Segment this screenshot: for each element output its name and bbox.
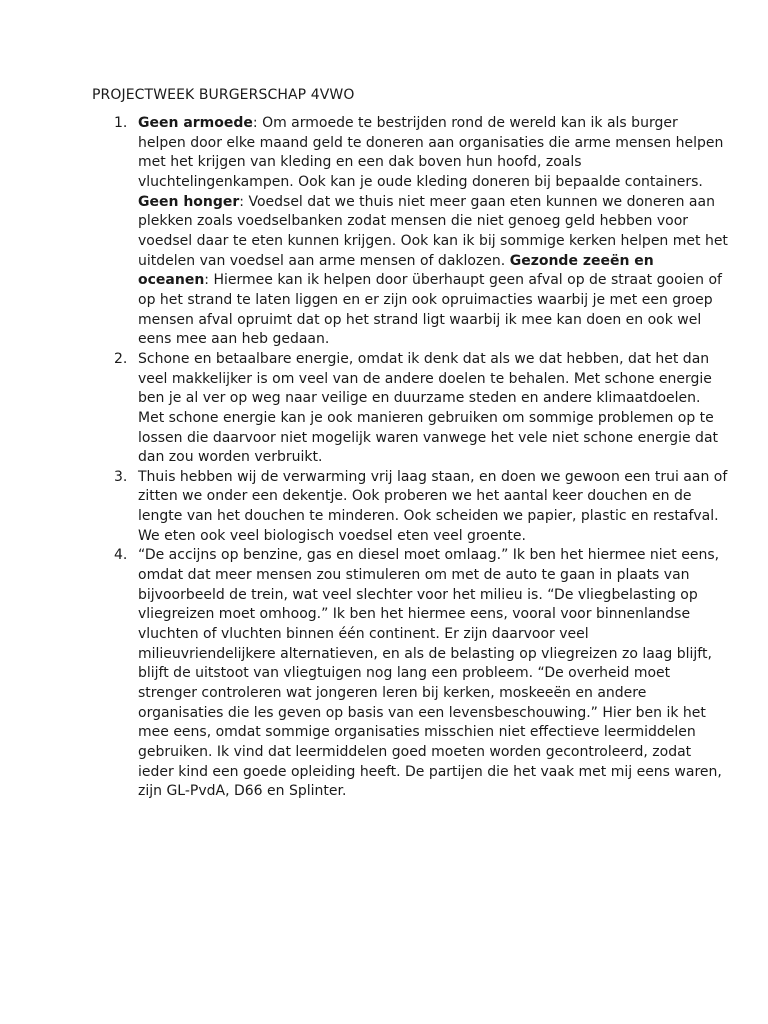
item-2-text: Schone en betaalbare energie, omdat ik denk dat als we dat hebben, dat het dan veel makkelijker is om veel van de andere doelen te behalen. Met schone energie ben je al ver op weg naar veilige en duurzame steden en andere klimaatdoelen. Met schone energie kan je ook manieren gebruiken om sommige problemen op te lossen die daarvoor niet mogelijk waren vanwege het vele niet schone energie dat dan zou worden verbruikt. <box>138 350 719 466</box>
item-1-segment-6: : Hiermee kan ik helpen door überhaupt geen afval op de straat gooien of op het strand te laten liggen en er zijn ook opruimacties waarbij je met een groep mensen afval opruimt dat op het strand ligt waarbij ik mee kan doen en ook wel eens mee aan heb gedaan. <box>138 272 722 348</box>
document-title: PROJECTWEEK BURGERSCHAP 4VWO <box>92 87 355 103</box>
item-4-text: “De accijns op benzine, gas en diesel moet omlaag.” Ik ben het hiermee niet eens, omdat dat meer mensen zou stimuleren om met de auto te gaan in plaats van bijvoorbeeld de trein, wat veel slechter voor het milieu is. “De vliegbelasting op vliegreizen moet omhoog.” Ik ben het hiermee eens, vooral voor binnenlandse vluchten of vluchten binnen één continent. Er zijn daarvoor veel milieuvriendelijkere alternatieven, en als de belasting op vliegreizen zo laag blijft, blijft de uitstoot van vliegtuigen nog lang een probleem. “De overheid moet strenger controleren wat jongeren leren bij kerken, moskeeën en andere organisaties die les geven op basis van een levensbeschouwing.” Hier ben ik het mee eens, omdat sommige organisaties misschien niet effectieve leermiddelen gebruiken. Ik vind dat leermiddelen goed moeten worden gecontroleerd, zodat ieder kind een goede opleiding heeft. De partijen die het vaak met mij eens waren, zijn GL-PvdA, D66 en Splinter. <box>138 547 722 800</box>
item-1-segment-4: : Voedsel dat we thuis niet meer gaan eten kunnen we doneren aan plekken zoals voedselbanken zodat mensen die niet genoeg geld hebben voor voedsel daar te eten kunnen krijgen. Ook kan ik bij sommige kerken helpen met het uitdelen van voedsel aan arme mensen of daklozen. <box>138 193 728 269</box>
item-1-segment-2: : Om armoede te bestrijden rond de wereld kan ik als burger helpen door elke maand geld te doneren aan organisaties die arme mensen helpen met het krijgen van kleding en een dak boven hun hoofd, zoals vluchtelingenkampen. Ook kan je oude kleding doneren bij bepaalde containers. <box>138 115 724 190</box>
item-3-text: Thuis hebben wij de verwarming vrij laag staan, en doen we gewoon een trui aan of zitten we onder een dekentje. Ook proberen we het aantal keer douchen en de lengte van het douchen te minderen. Ook scheiden we papier, plastic en restafval. We eten ook veel biologisch voedsel eten veel groente. <box>138 468 728 544</box>
answer-list <box>92 114 728 802</box>
item-1-segment-3: Geen honger <box>138 193 240 210</box>
list-item-4 <box>138 546 728 802</box>
item-1-segment-5: Gezonde zeeën en oceanen <box>138 252 654 289</box>
list-item-1 <box>138 114 728 350</box>
list-item-2 <box>138 350 728 468</box>
list-item-3 <box>138 468 728 547</box>
item-1-segment-1: Geen armoede <box>138 115 253 131</box>
